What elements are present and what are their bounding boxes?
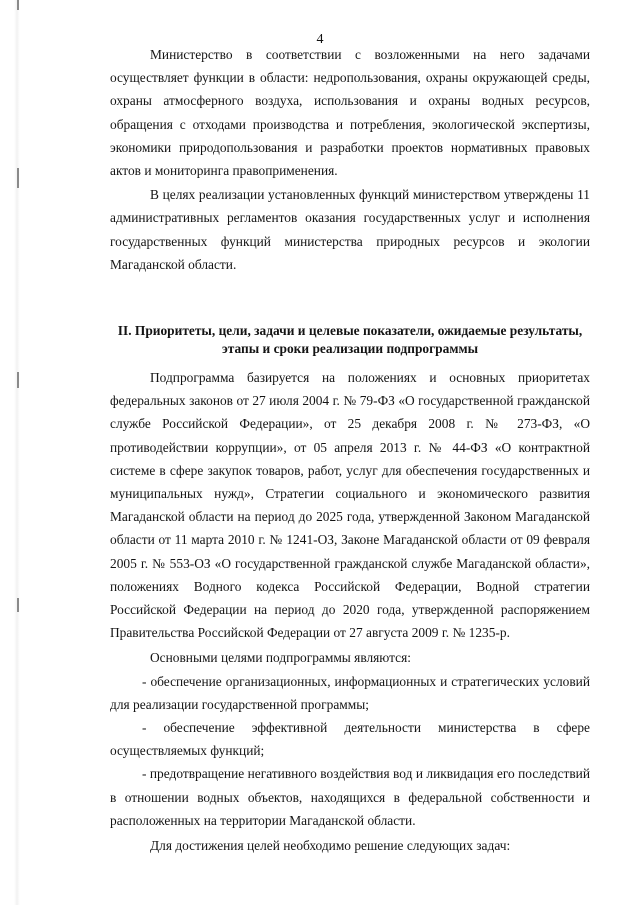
paragraph-basis: Подпрограмма базируется на положениях и основных приоритетах федеральных законов от 27 июля 2004 г. № 79-ФЗ «О государственной гражданской службе Российской Федерации», от 25 декабря 2008 г. № 273-ФЗ, «О противодействии коррупции», от 05 апреля 2013 г. № 44-ФЗ «О контрактной системе в сфере закупок товаров, работ, услуг для обеспечения государственных и муниципальных нужд», Стратегии социального и экономического развития Магаданской области на период до 2025 года, утвержденной Законом Магаданской области от 11 марта 2010 г. № 1241-ОЗ, Законе Магаданской области от 09 февраля 2005 г. № 553-ОЗ «О государственной гражданской службе Магаданской области», положениях Водного кодекса Российской Федерации, Водной стратегии Российской Федерации на период до 2020 года, утвержденной распоряжением Правительства Российской Федерации от 27 августа 2009 г. № 1235-р. [110,370,590,641]
paragraph-ministry-functions: Министерство в соответствии с возложенными на него задачами осуществляет функции в области: недропользования, охраны окружающей среды, охраны атмосферного воздуха, использования и охраны водных ресурсов, обращения с отходами производства и потребления, экологической экспертизы, экономики природопользования и разработки проектов нормативных правовых актов и мониторинга правоприменения. [110,47,590,179]
list-item-goal-1: - обеспечение организационных, информационных и стратегических условий для реализации государственной программы; [110,673,590,712]
heading-spacer [110,358,590,366]
section-heading [110,322,590,358]
scan-mark [17,598,19,612]
document-body [110,43,590,857]
section-heading-line-1: II. Приоритеты, цели, задачи и целевые показатели, ожидаемые результаты, [117,323,583,339]
paragraph-tasks-intro: Для достижения целей необходимо решение следующих задач: [150,838,511,854]
scan-mark [17,0,19,10]
scan-mark [17,372,19,388]
paragraph-goals-intro: Основными целями подпрограммы являются: [150,650,411,666]
list-item-goal-2: - обеспечение эффективной деятельности министерства в сфере осуществляемых функций; [110,720,590,759]
section-spacer [110,276,590,322]
scan-edge-shadow [14,0,20,905]
paragraph-regulations: В целях реализации установленных функций министерством утверждены 11 административных регламентов оказания государственных услуг и исполнения государственных функций министерства природных ресурсов и экологии Магаданской области. [110,187,590,272]
scan-mark [17,168,19,188]
page-number: 4 [316,32,324,47]
section-heading-line-2: этапы и сроки реализации подпрограммы [221,341,479,357]
list-item-goal-3: - предотвращение негативного воздействия вод и ликвидация его последствий в отношении водных объектов, находящихся в федеральной собственности и расположенных на территории Магаданской области. [110,766,590,828]
